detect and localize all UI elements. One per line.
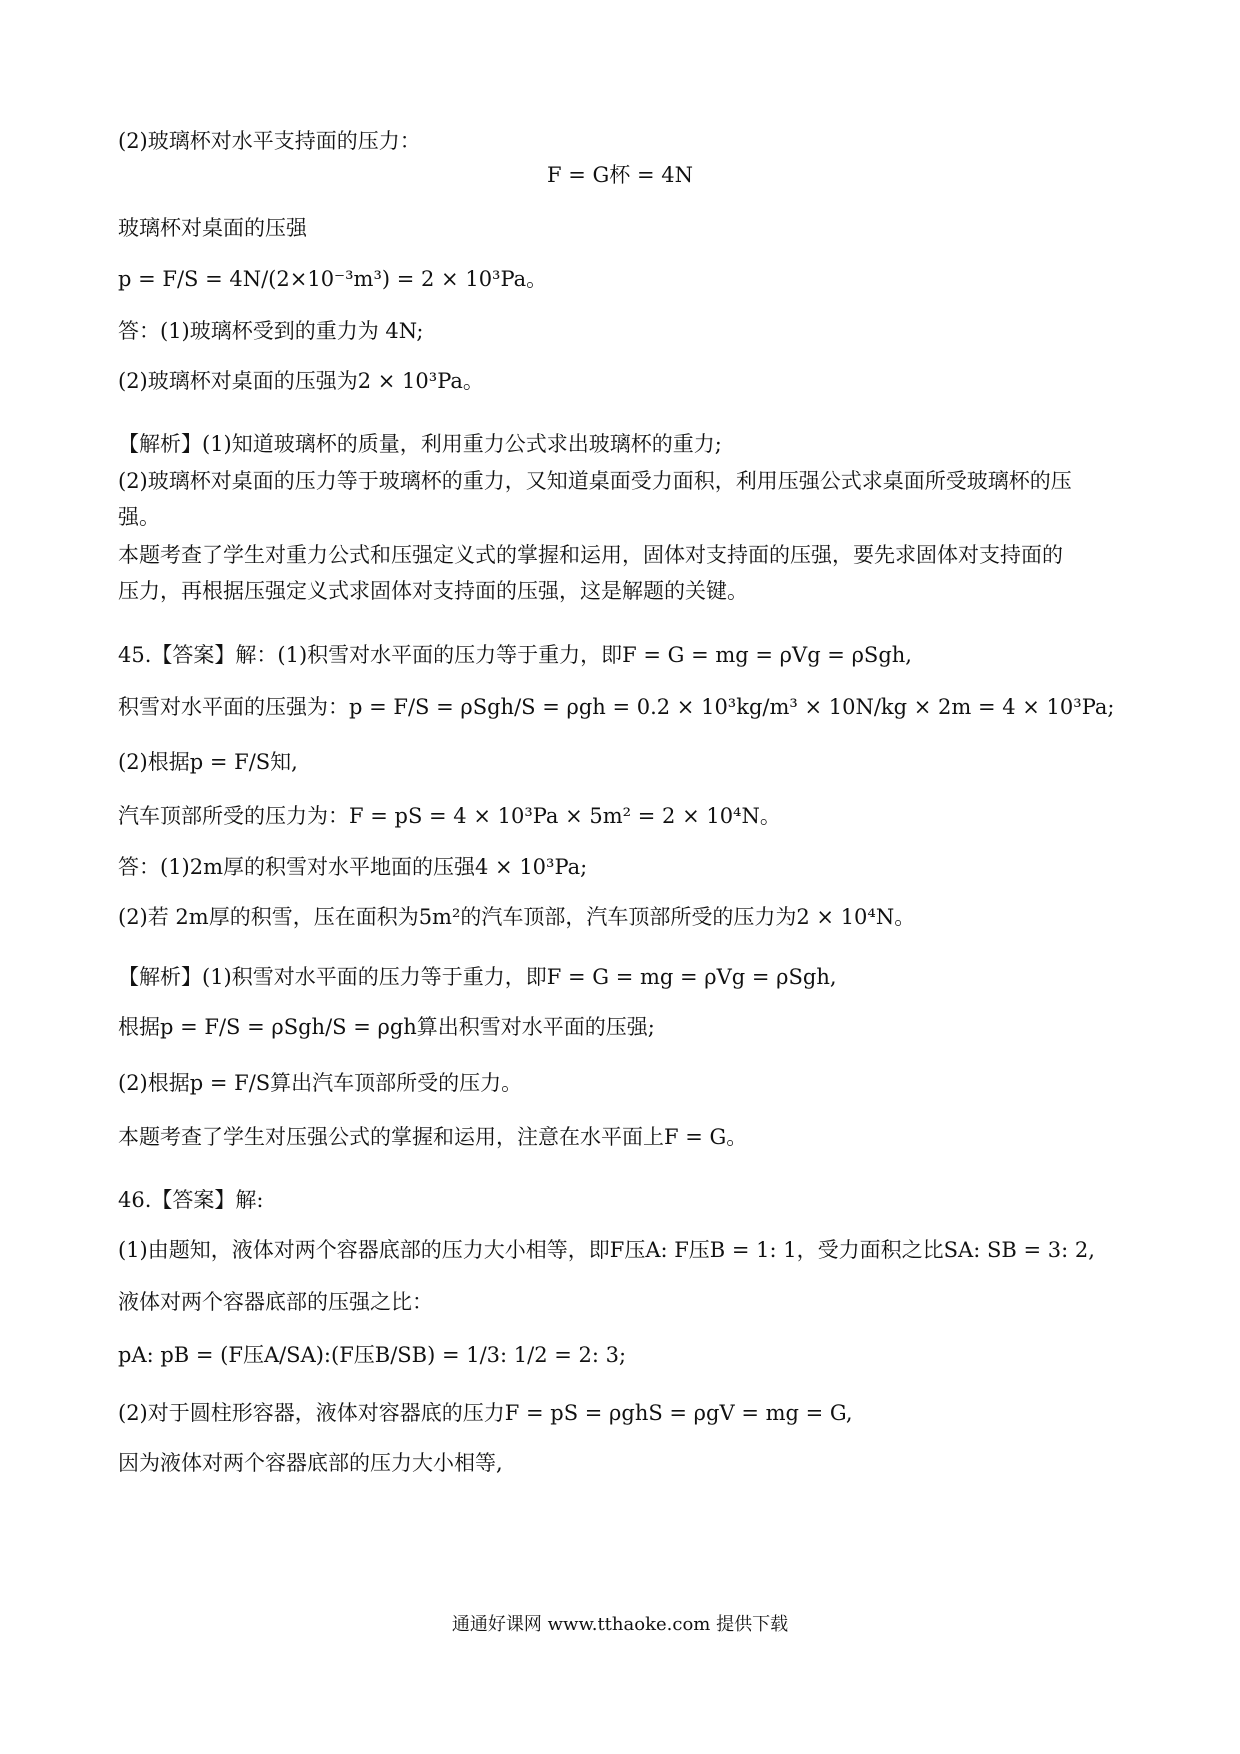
formula-line: p = F/S = 4N/(2×10⁻³m³) = 2 × 10³Pa。: [118, 267, 548, 291]
text-line: (2)玻璃杯对桌面的压力等于玻璃杯的重力，又知道桌面受力面积，利用压强公式求桌面所受玻璃杯的压: [118, 469, 1072, 493]
analysis-heading: 【解析】(1)知道玻璃杯的质量，利用重力公式求出玻璃杯的重力;: [118, 432, 722, 456]
text-line: (2)若 2m厚的积雪，压在面积为5m²的汽车顶部，汽车顶部所受的压力为2 × 10⁴N。: [118, 905, 916, 929]
text-line: 汽车顶部所受的压力为：F = pS = 4 × 10³Pa × 5m² = 2 × 10⁴N。: [118, 804, 781, 828]
text-line: 本题考查了学生对压强公式的掌握和运用，注意在水平面上F = G。: [118, 1125, 748, 1149]
text-line: (2)对于圆柱形容器，液体对容器底的压力F = pS = ρghS = ρgV = mg = G,: [118, 1401, 853, 1425]
formula-line: pA: pB = (F压A/SA):(F压B/SB) = 1/3: 1/2 = 2: 3;: [118, 1343, 627, 1367]
text-line: (2)根据p = F/S知,: [118, 750, 298, 774]
answer-heading-45: 45.【答案】解：(1)积雪对水平面的压力等于重力，即F = G = mg = ρVg = ρSgh,: [118, 643, 912, 667]
text-line: 答：(1)玻璃杯受到的重力为 4N;: [118, 319, 424, 343]
formula-line: 根据p = F/S = ρSgh/S = ρgh算出积雪对水平面的压强;: [118, 1015, 655, 1039]
text-line: 液体对两个容器底部的压强之比：: [118, 1290, 433, 1314]
text-line: 因为液体对两个容器底部的压力大小相等,: [118, 1451, 503, 1475]
formula-line: 积雪对水平面的压强为：p = F/S = ρSgh/S = ρgh = 0.2 × 10³kg/m³ × 10N/kg × 2m = 4 × 10³Pa;: [118, 695, 1115, 719]
text-line: (2)玻璃杯对水平支持面的压力：: [118, 129, 421, 153]
formula-line: F = G杯 = 4N: [547, 163, 693, 187]
text-line: 强。: [118, 505, 160, 529]
text-line: 本题考查了学生对重力公式和压强定义式的掌握和运用，固体对支持面的压强，要先求固体对支持面的: [118, 543, 1063, 567]
analysis-heading: 【解析】(1)积雪对水平面的压力等于重力，即F = G = mg = ρVg = ρSgh,: [118, 965, 837, 989]
answer-heading-46: 46.【答案】解:: [118, 1188, 264, 1212]
text-line: 压力，再根据压强定义式求固体对支持面的压强，这是解题的关键。: [118, 579, 748, 603]
text-line: 玻璃杯对桌面的压强: [118, 216, 307, 240]
text-line: (2)玻璃杯对桌面的压强为2 × 10³Pa。: [118, 369, 484, 393]
text-line: (2)根据p = F/S算出汽车顶部所受的压力。: [118, 1071, 523, 1095]
text-line: (1)由题知，液体对两个容器底部的压力大小相等，即F压A: F压B = 1: 1，受力面积之比SA: SB = 3: 2,: [118, 1238, 1095, 1262]
page-footer: 通通好课网 www.tthaoke.com 提供下载: [451, 1614, 789, 1635]
text-line: 答：(1)2m厚的积雪对水平地面的压强4 × 10³Pa;: [118, 855, 588, 879]
